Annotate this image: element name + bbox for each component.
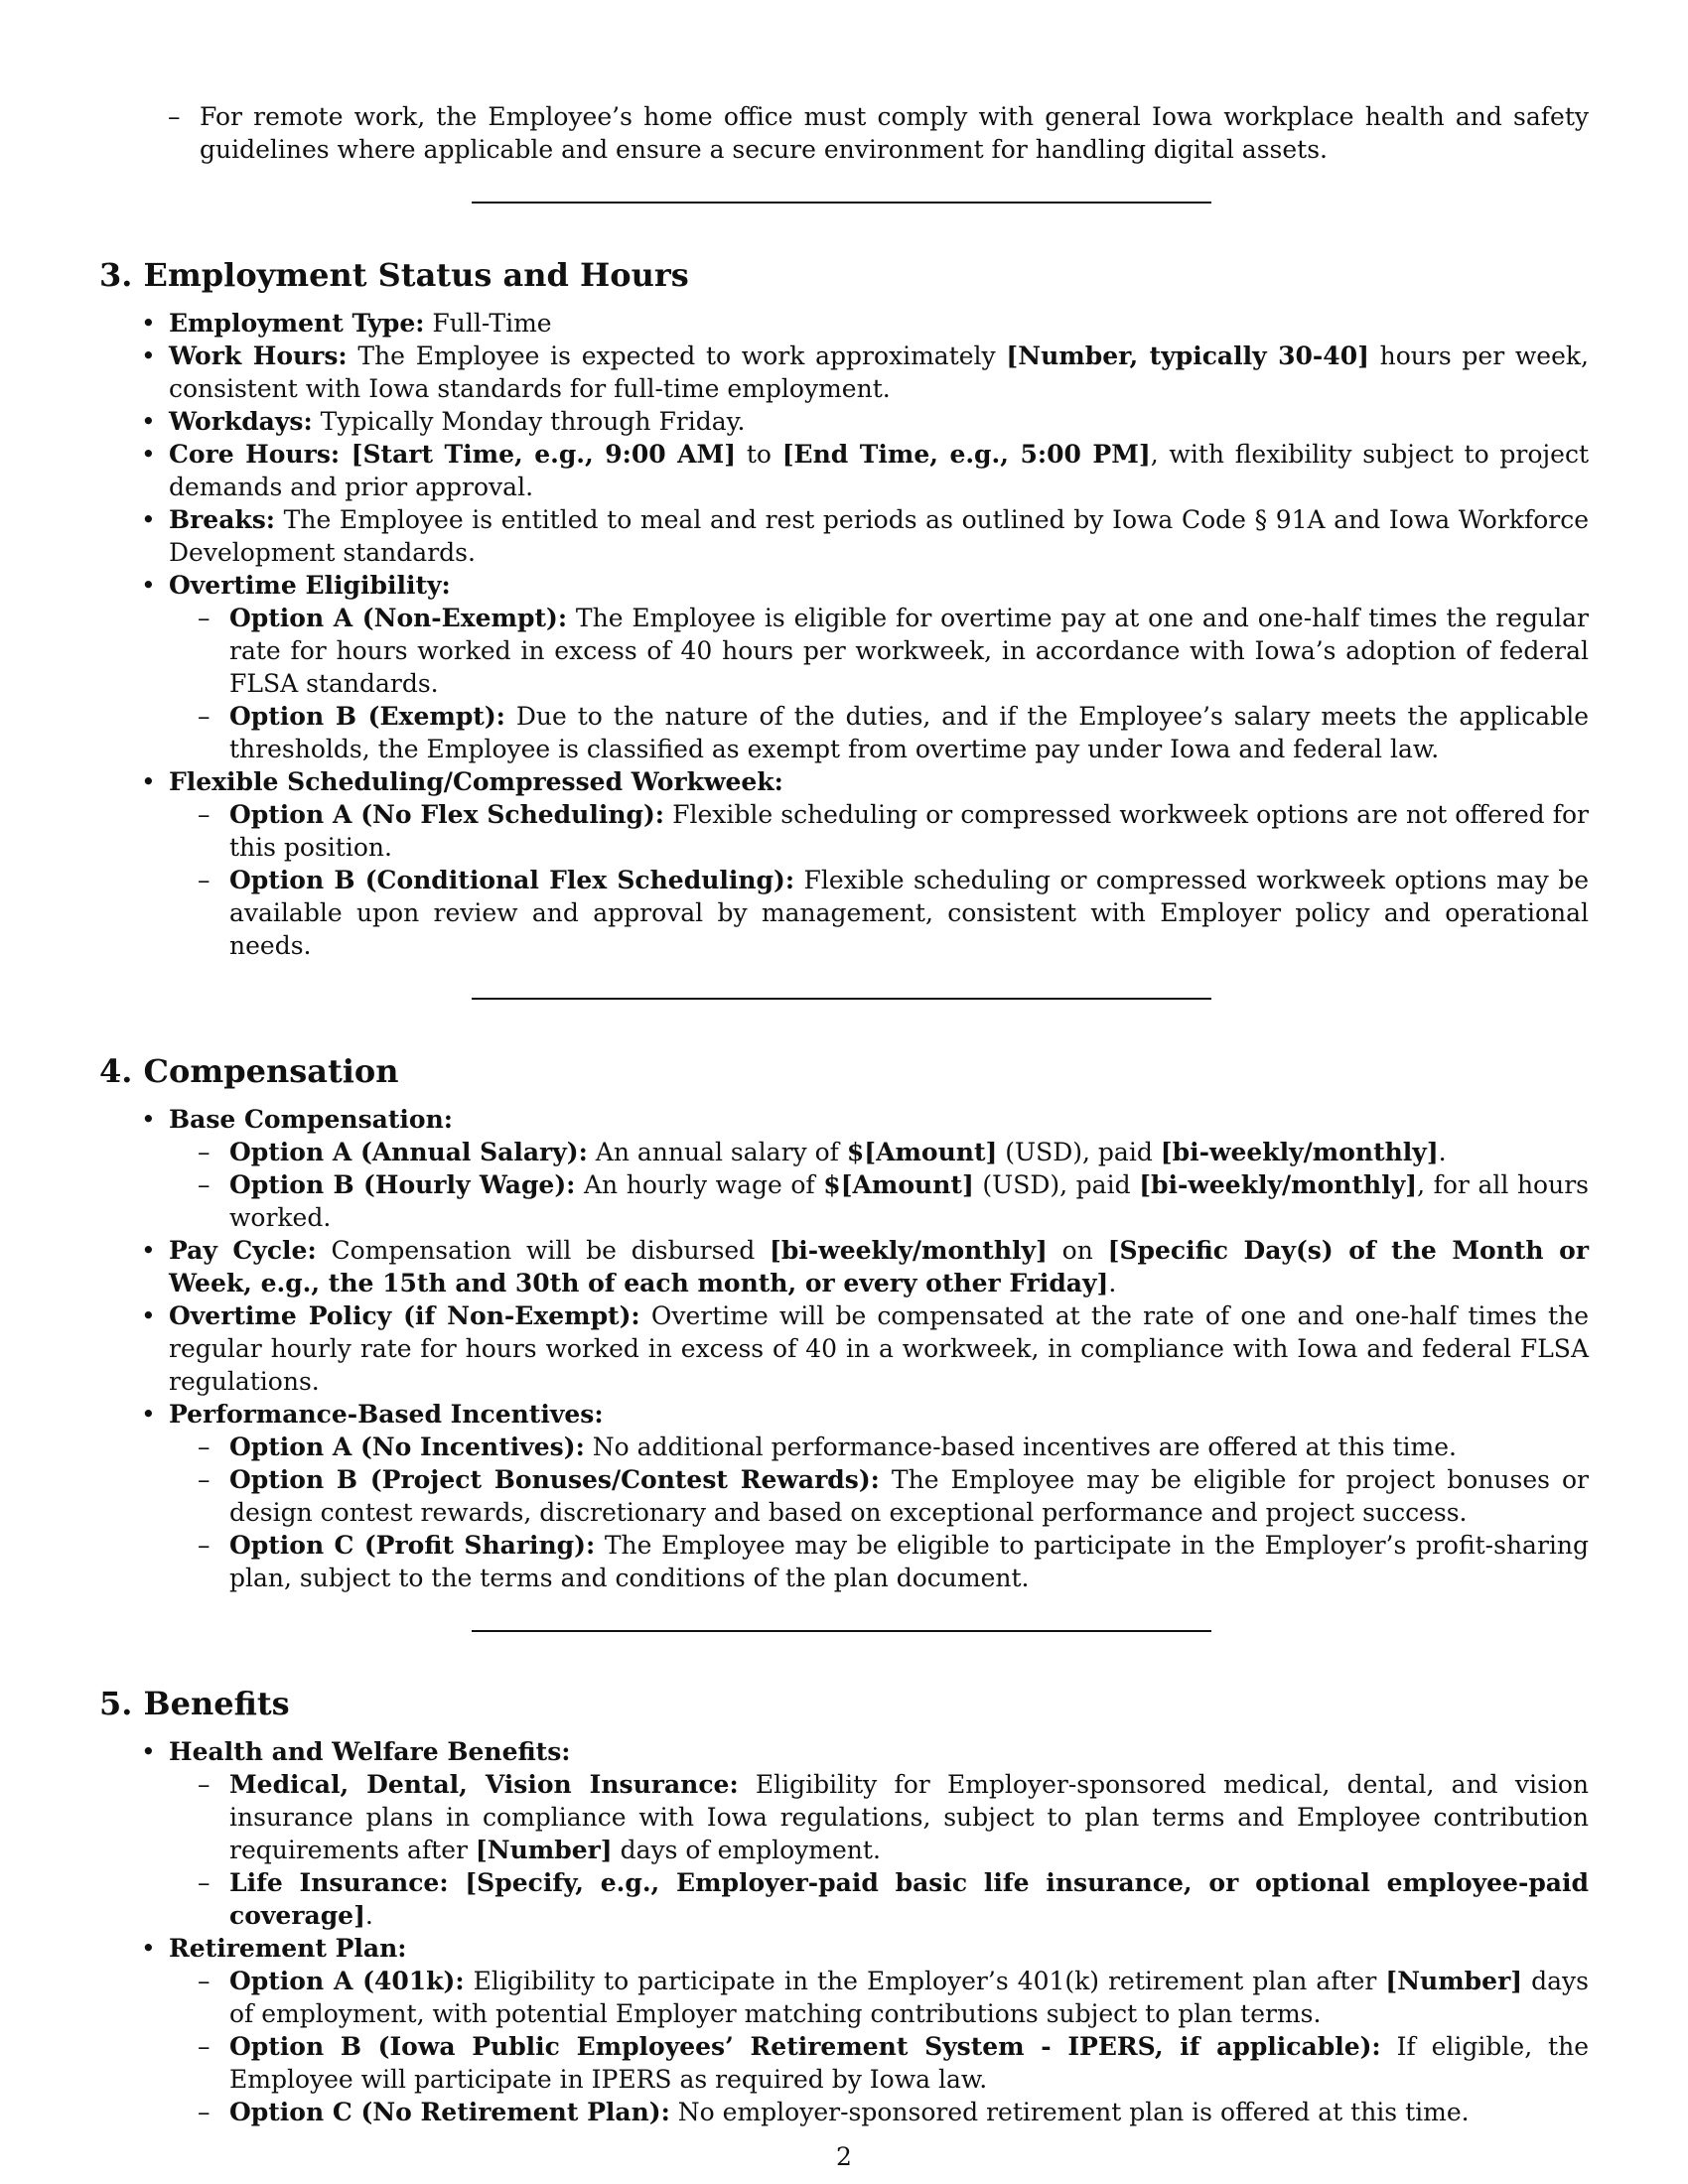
retirement-option-c-text: No employer-sponsored retirement plan is offered at this time.	[669, 2098, 1470, 2126]
retirement-option-b-text: If eligible, the Employee will participate in IPERS as required by Iowa law.	[229, 2032, 1589, 2094]
section-3-heading: 3. Employment Status and Hours	[99, 256, 689, 294]
performance-option-b	[229, 1463, 1589, 1529]
base-option-b-amount: $[Amount]	[823, 1170, 974, 1199]
pay-cycle-label: Pay Cycle:	[169, 1236, 317, 1265]
work-hours-placeholder: [Number, typically 30-40]	[1006, 341, 1369, 370]
overtime-option-b-text: Due to the nature of the duties, and if the Employee’s salary meets the applicable thresholds, the Employee is classified as exempt from overtime pay under Iowa and federal law.	[229, 702, 1589, 763]
life-insurance-item	[229, 1866, 1589, 1932]
employment-type-item	[169, 307, 1589, 340]
retirement-option-a-number: [Number]	[1385, 1967, 1523, 1995]
breaks-label: Breaks:	[169, 505, 276, 534]
base-option-a-end: .	[1438, 1138, 1447, 1166]
health-benefits-options	[169, 1768, 1589, 1932]
retirement-plan-label: Retirement Plan:	[169, 1934, 407, 1963]
overtime-policy-text: Overtime will be compensated at the rate of one and one-half times the regular hourly rate for hours worked in excess of 40 in a workweek, in compliance with Iowa and federal FLSA regulations.	[169, 1301, 1589, 1396]
core-hours-text: , with flexibility subject to project demands and prior approval.	[169, 440, 1589, 501]
section-divider	[472, 998, 1211, 1000]
workdays-label: Workdays:	[169, 407, 313, 436]
base-option-a-amount: $[Amount]	[846, 1138, 998, 1166]
pay-cycle-frequency: [bi-weekly/monthly]	[770, 1236, 1048, 1265]
base-option-a-label: Option A (Annual Salary):	[229, 1138, 588, 1166]
base-option-a	[229, 1136, 1589, 1168]
work-hours-label: Work Hours:	[169, 341, 348, 370]
work-hours-text-end: hours per week, consistent with Iowa standards for full-time employment.	[169, 341, 1589, 403]
medical-insurance-text: Eligibility for Employer-sponsored medical, dental, and vision insurance plans in compliance with Iowa regulations, subject to plan terms and Employee contribution requirements after	[229, 1770, 1589, 1864]
retirement-plan-item	[169, 1932, 1589, 2128]
life-insurance-end: .	[364, 1901, 373, 1930]
overtime-option-b	[229, 700, 1589, 765]
medical-insurance-text-end: days of employment.	[612, 1836, 881, 1864]
remote-work-text: For remote work, the Employee’s home office must comply with general Iowa workplace health and safety guidelines where applicable and ensure a secure environment for handling digital assets.	[200, 102, 1589, 164]
overtime-option-a-label: Option A (Non-Exempt):	[229, 604, 568, 632]
section-3-list	[99, 307, 1589, 962]
overtime-option-a-text: The Employee is eligible for overtime pay at one and one-half times the regular rate for hours worked in excess of 40 hours per workweek, in accordance with Iowa’s adoption of federal FLSA standards.	[229, 604, 1589, 698]
overtime-eligibility-item	[169, 569, 1589, 765]
core-hours-to: to	[736, 440, 782, 469]
base-option-b	[229, 1168, 1589, 1234]
employment-type-text: Full-Time	[424, 309, 552, 338]
base-option-b-end: , for all hours worked.	[229, 1170, 1589, 1232]
performance-option-b-label: Option B (Project Bonuses/Contest Rewards):	[229, 1465, 880, 1494]
intro-container	[169, 100, 1589, 166]
retirement-option-a-text-end: days of employment, with potential Employer matching contributions subject to plan terms.	[229, 1967, 1589, 2028]
life-insurance-label: Life Insurance:	[229, 1868, 449, 1897]
base-option-b-label: Option B (Hourly Wage):	[229, 1170, 576, 1199]
performance-option-b-text: The Employee may be eligible for project bonuses or design contest rewards, discretionary and based on exceptional performance and project success.	[229, 1465, 1589, 1527]
base-option-b-text: An hourly wage of	[575, 1170, 824, 1199]
page-number: 2	[836, 2142, 852, 2171]
performance-option-a-label: Option A (No Incentives):	[229, 1433, 585, 1461]
retirement-options	[169, 1965, 1589, 2128]
performance-incentives-item	[169, 1398, 1589, 1594]
breaks-text: The Employee is entitled to meal and rest periods as outlined by Iowa Code § 91A and Iowa Workforce Development standards.	[169, 505, 1589, 567]
core-hours-start: [Start Time, e.g., 9:00 AM]	[340, 440, 737, 469]
section-5-list	[99, 1735, 1589, 2128]
medical-insurance-number: [Number]	[475, 1836, 613, 1864]
flex-scheduling-item	[169, 765, 1589, 962]
flex-option-b-text: Flexible scheduling or compressed workweek options may be available upon review and approval by management, consistent with Employer policy and operational needs.	[229, 866, 1590, 960]
retirement-option-c	[229, 2096, 1589, 2128]
pay-cycle-on: on	[1047, 1236, 1108, 1265]
overtime-options	[169, 602, 1589, 765]
performance-option-c-text: The Employee may be eligible to participate in the Employer’s profit-sharing plan, subject to the terms and conditions of the plan document.	[229, 1531, 1590, 1592]
base-option-a-text: An annual salary of	[587, 1138, 847, 1166]
base-compensation-item	[169, 1103, 1589, 1234]
performance-incentives-label: Performance-Based Incentives:	[169, 1400, 604, 1429]
overtime-policy-item	[169, 1299, 1589, 1398]
performance-option-c-label: Option C (Profit Sharing):	[229, 1531, 596, 1560]
core-hours-item	[169, 438, 1589, 503]
section-divider	[472, 202, 1211, 204]
intro-list	[99, 100, 1589, 166]
base-option-a-text-2: (USD), paid	[997, 1138, 1161, 1166]
flex-option-b	[229, 864, 1589, 962]
pay-cycle-end: .	[1108, 1269, 1117, 1297]
retirement-option-a	[229, 1965, 1589, 2030]
intro-sublist	[169, 100, 1589, 166]
retirement-option-c-label: Option C (No Retirement Plan):	[229, 2098, 670, 2126]
work-hours-text: The Employee is expected to work approximately	[347, 341, 1007, 370]
base-compensation-label: Base Compensation:	[169, 1105, 453, 1134]
document-page	[99, 94, 1589, 2128]
flex-option-a-text: Flexible scheduling or compressed workweek options are not offered for this position.	[229, 800, 1590, 862]
workdays-item	[169, 405, 1589, 438]
breaks-item	[169, 503, 1589, 569]
flex-option-a	[229, 798, 1589, 864]
medical-insurance-label: Medical, Dental, Vision Insurance:	[229, 1770, 739, 1799]
overtime-option-a	[229, 602, 1589, 700]
overtime-policy-label: Overtime Policy (if Non-Exempt):	[169, 1301, 640, 1330]
retirement-option-a-label: Option A (401k):	[229, 1967, 465, 1995]
health-benefits-item	[169, 1735, 1589, 1932]
work-hours-item	[169, 340, 1589, 405]
pay-cycle-text: Compensation will be disbursed	[316, 1236, 770, 1265]
performance-options	[169, 1431, 1589, 1594]
performance-option-c	[229, 1529, 1589, 1594]
base-compensation-options	[169, 1136, 1589, 1234]
performance-option-a	[229, 1431, 1589, 1463]
retirement-option-a-text: Eligibility to participate in the Employer’s 401(k) retirement plan after	[464, 1967, 1386, 1995]
flex-option-a-label: Option A (No Flex Scheduling):	[229, 800, 665, 829]
health-benefits-label: Health and Welfare Benefits:	[169, 1737, 571, 1766]
retirement-option-b-label: Option B (Iowa Public Employees’ Retirement System - IPERS, if applicable):	[229, 2032, 1381, 2061]
flex-option-b-label: Option B (Conditional Flex Scheduling):	[229, 866, 795, 894]
overtime-option-b-label: Option B (Exempt):	[229, 702, 505, 731]
base-option-b-frequency: [bi-weekly/monthly]	[1139, 1170, 1418, 1199]
remote-work-item	[200, 100, 1589, 166]
overtime-eligibility-label: Overtime Eligibility:	[169, 571, 451, 600]
section-4-list	[99, 1103, 1589, 1594]
life-insurance-placeholder: [Specify, e.g., Employer-paid basic life insurance, or optional employee-paid coverage]	[229, 1868, 1589, 1930]
base-option-b-text-2: (USD), paid	[973, 1170, 1140, 1199]
section-divider	[472, 1630, 1211, 1632]
pay-cycle-item	[169, 1234, 1589, 1299]
retirement-option-b	[229, 2030, 1589, 2096]
core-hours-label: Core Hours:	[169, 440, 341, 469]
employment-type-label: Employment Type:	[169, 309, 425, 338]
base-option-a-frequency: [bi-weekly/monthly]	[1160, 1138, 1439, 1166]
flex-scheduling-label: Flexible Scheduling/Compressed Workweek:	[169, 767, 783, 796]
section-5-heading: 5. Benefits	[99, 1685, 290, 1722]
medical-insurance-item	[229, 1768, 1589, 1866]
section-4-heading: 4. Compensation	[99, 1052, 399, 1090]
performance-option-a-text: No additional performance-based incentives are offered at this time.	[584, 1433, 1457, 1461]
core-hours-end: [End Time, e.g., 5:00 PM]	[781, 440, 1151, 469]
workdays-text: Typically Monday through Friday.	[312, 407, 746, 436]
pay-cycle-day: [Specific Day(s) of the Month or Week, e.g., the 15th and 30th of each month, or every other Friday]	[169, 1236, 1589, 1297]
flex-options	[169, 798, 1589, 962]
